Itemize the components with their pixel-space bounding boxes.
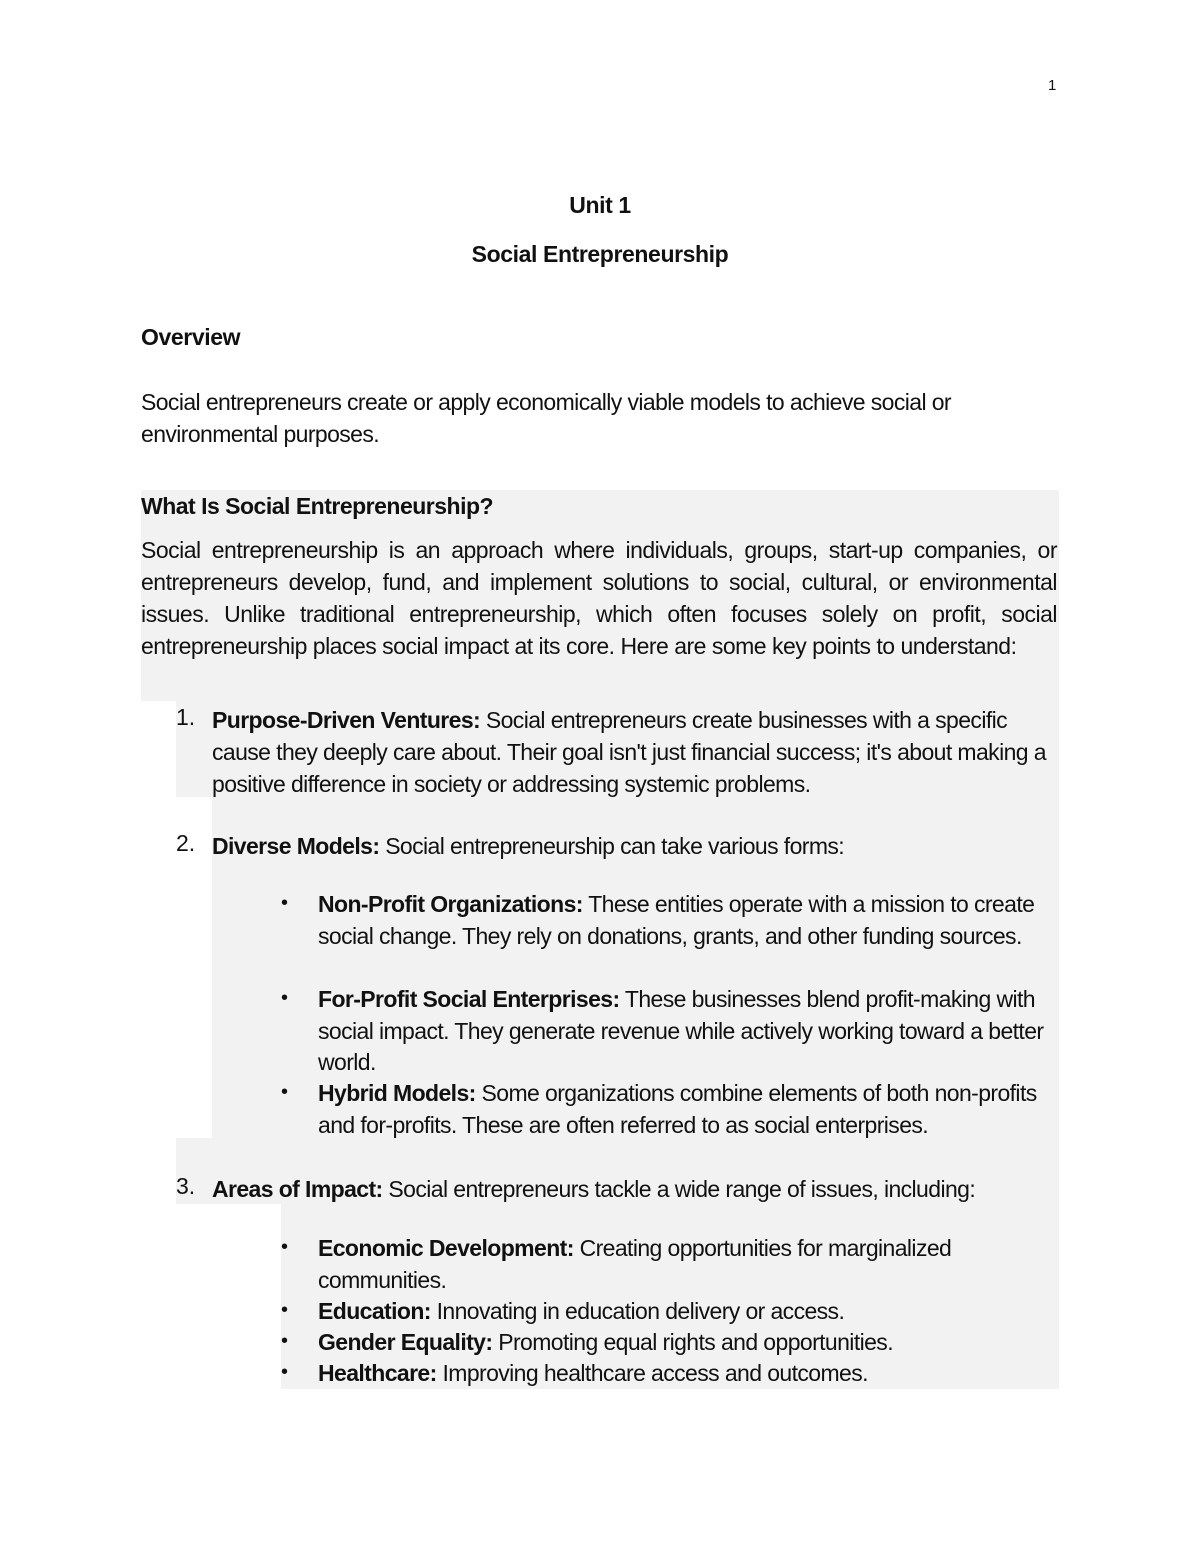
item-text: Social entrepreneurs tackle a wide range of issues, including: [382, 1176, 976, 1202]
item-text: These businesses blend profit-making with social impact. They generate revenue while actively working toward a better world. [318, 986, 1044, 1075]
bullet-icon: • [281, 1236, 289, 1258]
list-number: 3. [176, 1173, 196, 1199]
bullet-icon: • [281, 987, 289, 1009]
item-text: These entities operate with a mission to create social change. They rely on donations, grants, and other funding sources. [318, 891, 1035, 949]
list-item-areas-of-impact [212, 1173, 1062, 1205]
list-item-diverse-models [212, 830, 1062, 862]
item-label: Areas of Impact: [212, 1176, 383, 1202]
bullet-item-education [318, 1296, 1063, 1328]
bullet-icon: • [281, 1361, 289, 1383]
item-label: Purpose-Driven Ventures: [212, 707, 481, 733]
bullet-item-non-profit [318, 889, 1063, 952]
item-label: Education: [318, 1298, 431, 1324]
page-number: 1 [1048, 77, 1057, 94]
overview-paragraph: Social entrepreneurs create or apply economically viable models to achieve social or environmental purposes. [141, 389, 951, 447]
item-text: Innovating in education delivery or access. [430, 1298, 845, 1324]
item-text: Social entrepreneurs create businesses with a specific cause they deeply care about. Their goal isn't just financial success; it's about making a positive difference in society or addressing systemic problems. [212, 707, 1046, 797]
what-is-heading: What Is Social Entrepreneurship? [141, 493, 494, 519]
item-text: Promoting equal rights and opportunities. [492, 1329, 893, 1355]
bullet-item-gender-equality [318, 1327, 1063, 1359]
item-label: Healthcare: [318, 1360, 437, 1386]
document-title: Social Entrepreneurship [471, 241, 729, 267]
overview-heading: Overview [141, 324, 241, 350]
item-text: Creating opportunities for marginalized communities. [318, 1235, 952, 1293]
list-item-purpose-driven [212, 704, 1062, 800]
bullet-icon: • [281, 892, 289, 914]
bullet-icon: • [281, 1330, 289, 1352]
item-label: Diverse Models: [212, 833, 380, 859]
bullet-item-hybrid [318, 1078, 1063, 1141]
item-text: Some organizations combine elements of both non-profits and for-profits. These are often referred to as social enterprises. [318, 1080, 1037, 1138]
list-number: 2. [176, 830, 196, 856]
item-text: Improving healthcare access and outcomes. [436, 1360, 868, 1386]
bullet-item-for-profit [318, 984, 1063, 1079]
list-number: 1. [176, 704, 196, 730]
bullet-icon: • [281, 1081, 289, 1103]
item-text: Social entrepreneurship can take various forms: [379, 833, 845, 859]
item-label: Gender Equality: [318, 1329, 493, 1355]
item-label: For-Profit Social Enterprises: [318, 986, 620, 1012]
item-label: Non-Profit Organizations: [318, 891, 583, 917]
what-is-paragraph: Social entrepreneurship is an approach where individuals, groups, start-up companies, or entrepreneurs develop, fund, and implement solutions to social, cultural, or environmental issues. Unlike traditional entrepreneurship, which often focuses solely on profit, social entrepreneurship places social impact at its core. Here are some key points to understand: [141, 537, 1057, 659]
bullet-item-economic-development [318, 1233, 1063, 1296]
item-label: Hybrid Models: [318, 1080, 476, 1106]
unit-title: Unit 1 [569, 192, 631, 218]
item-label: Economic Development: [318, 1235, 574, 1261]
bullet-item-healthcare [318, 1358, 1063, 1390]
bullet-icon: • [281, 1299, 289, 1321]
